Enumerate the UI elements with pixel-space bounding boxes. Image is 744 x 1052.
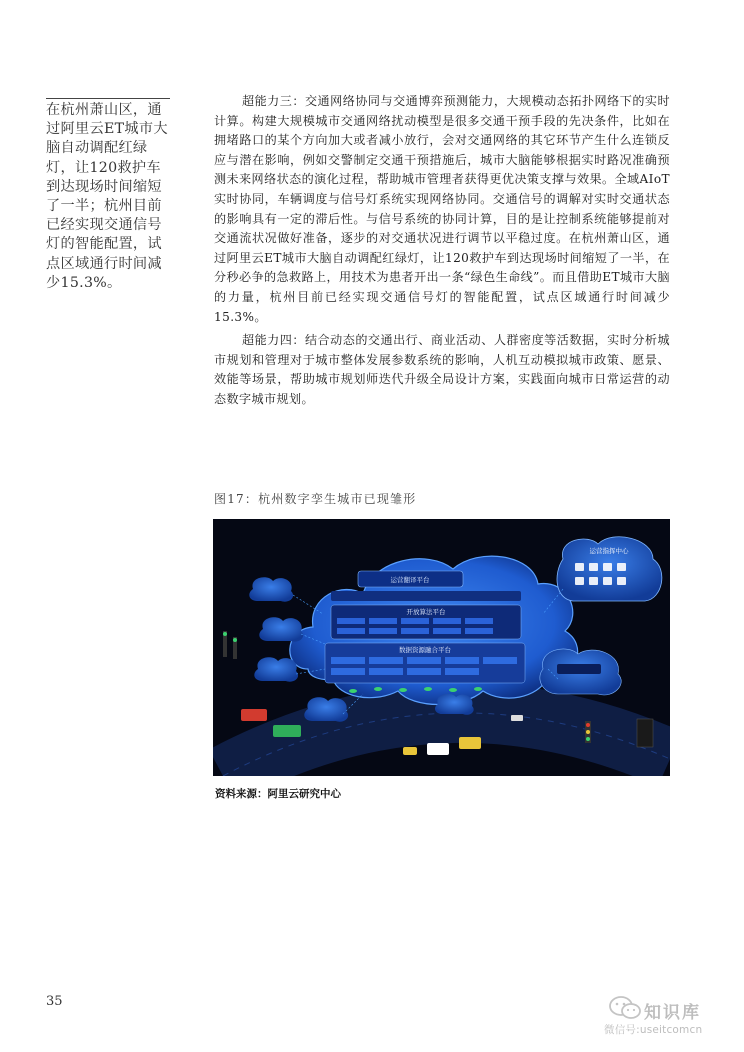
page-number: 35 bbox=[46, 994, 63, 1009]
paragraph-2-text: 超能力四：结合动态的交通出行、商业活动、人群密度等活数据，实时分析城市规划和管理对于城市整体发展参数系统的影响，人机互动模拟城市政策、愿景、效能等场景，帮助城市规划师迭代升级全局设计方案，实践面向城市日常运营的动态数字城市规划。 bbox=[214, 333, 670, 406]
watermark-subtitle: 微信号:useitcomcn bbox=[604, 1024, 703, 1036]
figure-caption: 图17：杭州数字孪生城市已现雏形 bbox=[214, 492, 417, 506]
body-paragraph-2 bbox=[214, 331, 670, 409]
sidebar-pull-quote: 在杭州萧山区，通过阿里云ET城市大脑自动调配红绿灯，让120救护车到达现场时间缩短了一半；杭州目前已经实现交通信号灯的智能配置，试点区域通行时间减少15.3%。 bbox=[46, 98, 170, 293]
figure-city-brain-image bbox=[213, 519, 670, 776]
data-platform-label: 数据资源融合平台 bbox=[399, 646, 451, 654]
middle-platform-label: 开放算法平台 bbox=[406, 608, 446, 616]
top-platform-label: 运营翻译平台 bbox=[390, 576, 430, 584]
wechat-icon bbox=[608, 996, 642, 1020]
control-center-label: 运营指挥中心 bbox=[589, 547, 629, 555]
paragraph-1-text: 超能力三：交通网络协同与交通博弈预测能力，大规模动态拓扑网络下的实时计算。构建大规模城市交通网络扰动模型是很多交通干预手段的先决条件，比如在拥堵路口的某个方向加大或者减小放行，会对交通网络的其它环节产生什么连锁反应与潜在影响，例如交警制定交通干预措施后，城市大脑能够根据实时路况准确预测未来网络状态的演化过程，帮助城市管理者获得更优决策支撑与效果。全域AIoT实时协同，车辆调度与信号灯系统实现网络协同。交通信号的调解对实时交通状态的影响具有一定的滞后性。与信号系统的协同计算，目的是让控制系统能够提前对交通流状况做好准备，逐步的对交通状况进行调节以平稳过度。在杭州萧山区，通过阿里云ET城市大脑自动调配红绿灯，让120救护车到达现场时间缩短了一半，在分秒必争的急救路上，用技术为患者开出一条“绿色生命线”。而且借助ET城市大脑的力量，杭州目前已经实现交通信号灯的智能配置，试点区域通行时间减少15.3%。 bbox=[214, 94, 670, 324]
watermark-title: 知识库 bbox=[644, 1003, 701, 1023]
figure-source: 资料来源：阿里云研究中心 bbox=[215, 788, 341, 800]
watermark bbox=[602, 996, 732, 1040]
body-paragraph-1 bbox=[214, 92, 670, 327]
city-brain-illustration bbox=[213, 519, 670, 776]
